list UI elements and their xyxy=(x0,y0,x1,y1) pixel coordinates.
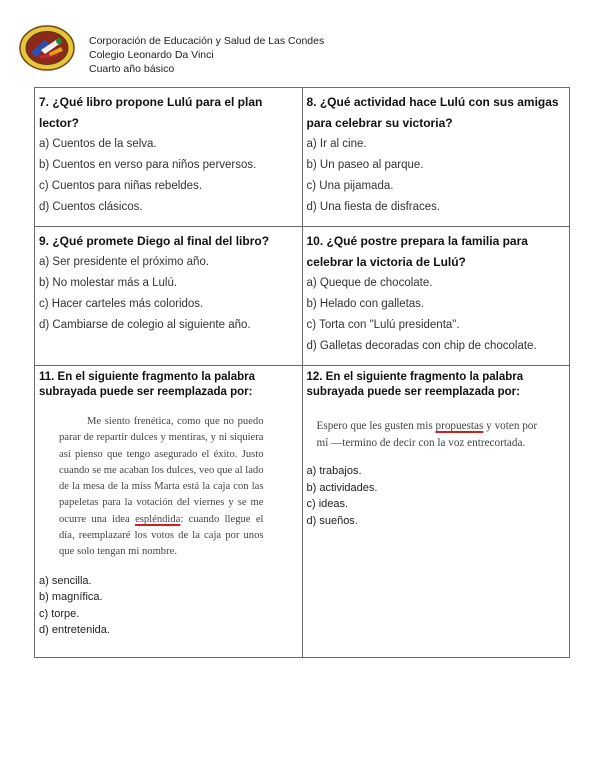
question-12-option-a: a) trabajos. xyxy=(306,465,362,477)
question-9-option-c: c) Hacer carteles más coloridos. xyxy=(39,298,204,310)
question-10-option-a: a) Queque de chocolate. xyxy=(306,277,433,289)
question-8-option-d: d) Una fiesta de disfraces. xyxy=(306,201,441,213)
question-12-excerpt: Espero que les gusten mis propuestas y voten por mí —termino de decir con la voz entrecortada. xyxy=(316,420,538,449)
question-9-cell xyxy=(35,227,303,366)
question-11-option-a: a) sencilla. xyxy=(39,574,92,587)
document-header xyxy=(89,34,324,76)
question-12-text: 12. En el siguiente fragmento la palabra subrayada puede ser reemplazada por: xyxy=(306,371,524,398)
question-7-option-b: b) Cuentos en verso para niños perversos. xyxy=(39,159,257,171)
question-10-option-c: c) Torta con "Lulú presidenta". xyxy=(306,319,460,331)
question-7-option-d: d) Cuentos clásicos. xyxy=(39,201,143,213)
question-10-text: 10. ¿Qué postre prepara la familia para celebrar la victoria de Lulú? xyxy=(306,234,528,269)
question-11-cell xyxy=(35,366,303,658)
question-8-text: 8. ¿Qué actividad hace Lulú con sus amigas para celebrar su victoria? xyxy=(306,95,559,130)
question-table xyxy=(34,87,570,658)
question-7-text: 7. ¿Qué libro propone Lulú para el plan lector? xyxy=(39,95,263,130)
question-11-text: 11. En el siguiente fragmento la palabra subrayada puede ser reemplazada por: xyxy=(39,371,256,398)
question-7-option-c: c) Cuentos para niñas rebeldes. xyxy=(39,180,203,192)
question-10-cell xyxy=(302,227,570,366)
question-11-option-d: d) entretenida. xyxy=(39,624,110,637)
question-12-option-d: d) sueños. xyxy=(306,514,358,527)
question-9-option-a: a) Ser presidente el próximo año. xyxy=(39,256,210,268)
question-11-option-b: b) magnífica. xyxy=(39,591,103,604)
question-8-option-b: b) Un paseo al parque. xyxy=(306,159,424,171)
question-10-option-b: b) Helado con galletas. xyxy=(306,298,425,310)
question-7-option-a: a) Cuentos de la selva. xyxy=(39,138,157,150)
header-grade: Cuarto año básico xyxy=(89,63,175,75)
question-11-option-c: c) torpe. xyxy=(39,607,80,620)
question-9-option-b: b) No molestar más a Lulú. xyxy=(39,277,178,289)
question-12-option-b: b) actividades. xyxy=(306,481,378,494)
question-8-option-a: a) Ir al cine. xyxy=(306,138,367,150)
header-institution: Corporación de Educación y Salud de Las Condes xyxy=(89,35,325,47)
question-9-text: 9. ¿Qué promete Diego al final del libro? xyxy=(39,234,270,248)
question-12-cell xyxy=(302,366,570,658)
question-9-option-d: d) Cambiarse de colegio al siguiente año. xyxy=(39,319,251,331)
question-12-option-c: c) ideas. xyxy=(306,498,349,510)
question-8-cell xyxy=(302,88,570,227)
header-school: Colegio Leonardo Da Vinci xyxy=(89,49,214,61)
question-7-cell xyxy=(35,88,303,227)
question-10-option-d: d) Galletas decoradas con chip de chocolate. xyxy=(306,340,537,352)
underlined-word: propuestas xyxy=(435,420,484,432)
question-11-excerpt: Me siento frenética, como que no puedo parar de repartir dulces y mentiras, y ni siquiera así pienso que tengo asegurado el éxito. Justo cuando se me acaban los dulces, veo que al lado de la mesa de la miss Marta está la caja con las papeletas para la votación del viernes y se me ocurre una idea espléndida: cuando llegue el día, reemplazaré los votos de la caja por unos que solo tengan mi nombre. xyxy=(59,416,264,558)
underlined-word: espléndida xyxy=(135,513,181,525)
school-logo xyxy=(19,25,75,71)
question-8-option-c: c) Una pijamada. xyxy=(306,180,394,192)
